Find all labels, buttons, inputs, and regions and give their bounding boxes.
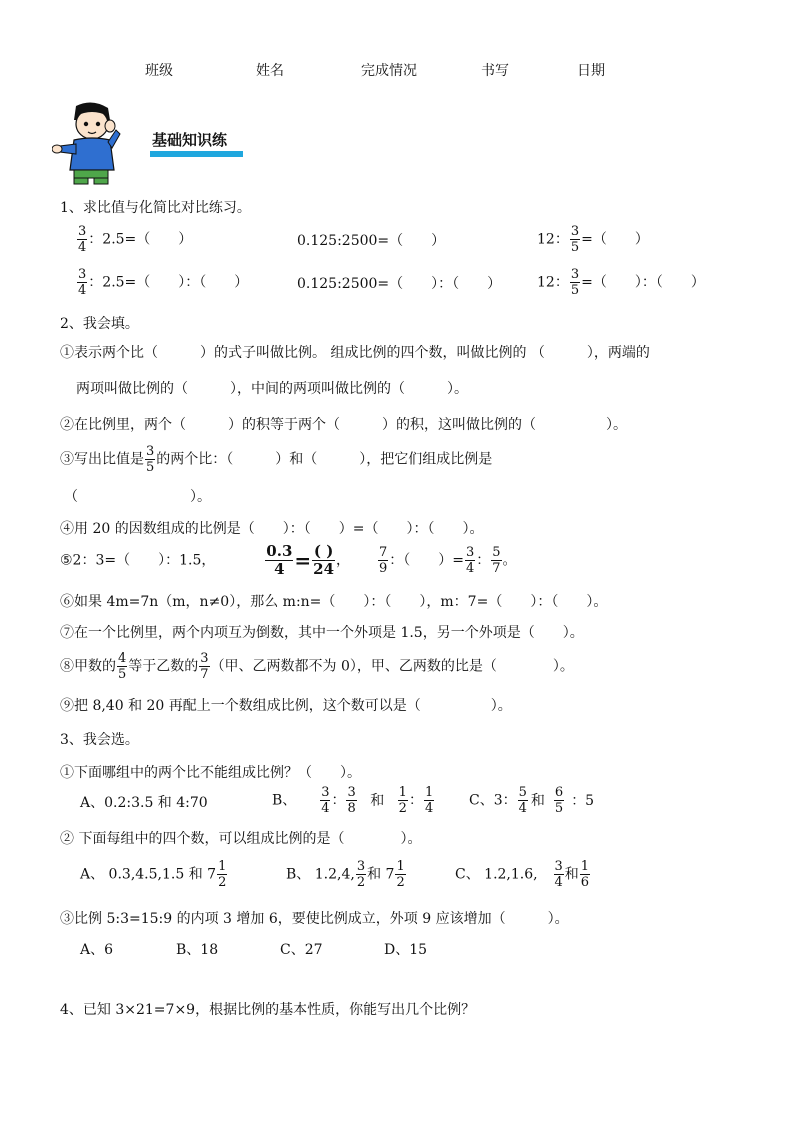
fraction: $\frac{3}{5}$ bbox=[570, 224, 580, 255]
q1-row1-col1: $\frac{3}{4}$ ：2.5=（ ） bbox=[78, 224, 193, 255]
q3-sub1-option-a: A、0.2:3.5 和 4:70 bbox=[80, 795, 208, 811]
q1-row2-col2: 0.125:2500=（ ）：（ ） bbox=[297, 276, 502, 292]
fraction: $\frac{1}{6}$ bbox=[580, 859, 590, 890]
q2-item1-line2: 两项叫做比例的（ ），中间的两项叫做比例的（ ）。 bbox=[76, 381, 468, 397]
q4-title: 4、已知 3×21=7×9，根据比例的基本性质，你能写出几个比例？ bbox=[60, 1002, 476, 1018]
fraction: $\frac{3}{4}$ bbox=[554, 859, 563, 890]
fraction: $\frac{3}{4}$ bbox=[321, 785, 330, 816]
section-title: 基础知识练 bbox=[152, 131, 228, 149]
q2-item2: ②在比例里，两个（ ）的积等于两个（ ）的积，这叫做比例的（ ）。 bbox=[60, 417, 627, 433]
q3-sub3-option-b: B、18 bbox=[176, 942, 219, 958]
q1-row2-col3: 12： $\frac{3}{5}$ =（ ）：（ ） bbox=[537, 267, 705, 298]
q3-sub3-option-c: C、27 bbox=[280, 942, 323, 958]
q2-item1-line1: ①表示两个比（ ）的式子叫做比例。 组成比例的四个数，叫做比例的 （ ），两端的 bbox=[60, 345, 650, 361]
q3-sub1-option-c: C、3： $\frac{5}{4}$ 和 $\frac{6}{5}$ ：5 bbox=[469, 785, 595, 816]
q2-item8: ⑧甲数的 $\frac{4}{5}$ 等于乙数的 $\frac{3}{7}$ （甲、乙两数都不为 0），甲、乙两数的比是（ ）。 bbox=[60, 651, 574, 682]
q3-sub1-option-b: B、 $\frac{3}{4}$ ： $\frac{3}{8}$ 和 $\frac{1}{2}$ ： $\frac{1}{4}$ bbox=[272, 785, 434, 816]
header-completion-label: 完成情况 bbox=[361, 63, 417, 79]
fraction: $\frac{( )}{24}$ bbox=[313, 542, 335, 578]
header-date-label: 日期 bbox=[577, 63, 605, 79]
cartoon-boy-illustration bbox=[52, 100, 132, 186]
q3-sub2-option-c: C、 1.2,1.6, $\frac{3}{4}$ 和 $\frac{1}{6}$ bbox=[455, 859, 590, 890]
fraction: $\frac{1}{2}$ bbox=[396, 859, 405, 890]
fraction: $\frac{3}{5}$ bbox=[570, 267, 580, 298]
q3-sub3-option-d: D、15 bbox=[384, 942, 428, 958]
fraction: $\frac{7}{9}$ bbox=[378, 545, 388, 576]
q1-row1-col2: 0.125:2500=（ ） bbox=[297, 233, 446, 249]
fraction: $\frac{1}{2}$ bbox=[398, 785, 407, 816]
q2-item4: ④用 20 的因数组成的比例是（ ）：（ ）=（ ）：（ ）。 bbox=[60, 521, 484, 537]
fraction: $\frac{0.3}{4}$ bbox=[266, 542, 293, 578]
q2-item9: ⑨把 8,40 和 20 再配上一个数组成比例，这个数可以是（ ）。 bbox=[60, 698, 512, 714]
q3-sub3-option-a: A、6 bbox=[80, 942, 114, 958]
q3-sub2-option-a: A、 0.3,4.5,1.5 和 7 $\frac{1}{2}$ bbox=[80, 859, 227, 890]
header-class-label: 班级 bbox=[145, 63, 173, 79]
fraction: $\frac{5}{7}$ bbox=[492, 545, 501, 576]
q2-item5: ⑤2：3=（ ）：1.5， $\frac{0.3}{4}$ = $\frac{( )}{24}$ ， $\frac{7}{9}$ ：（ ）= $\frac{3}{4}$ ： $\frac{5}{7}$ 。 bbox=[60, 542, 517, 578]
fraction: $\frac{1}{2}$ bbox=[218, 859, 227, 890]
fraction: $\frac{3}{5}$ bbox=[146, 444, 155, 475]
fraction: $\frac{3}{2}$ bbox=[356, 859, 366, 890]
header-writing-label: 书写 bbox=[481, 63, 509, 79]
fraction: $\frac{1}{4}$ bbox=[424, 785, 434, 816]
q3-sub2: ② 下面每组中的四个数，可以组成比例的是（ ）。 bbox=[60, 831, 422, 847]
fraction: $\frac{3}{4}$ bbox=[465, 545, 475, 576]
header-name-label: 姓名 bbox=[256, 63, 284, 79]
q1-title: 1、求比值与化简比对比练习。 bbox=[60, 200, 251, 216]
q3-sub2-option-b: B、 1.2,4, $\frac{3}{2}$ 和 7 $\frac{1}{2}$ bbox=[286, 859, 405, 890]
fraction: $\frac{3}{8}$ bbox=[347, 785, 356, 816]
q2-title: 2、我会填。 bbox=[60, 316, 139, 332]
q3-sub3: ③比例 5:3=15:9 的内项 3 增加 6，要使比例成立，外项 9 应该增加（ ）。 bbox=[60, 911, 569, 927]
q3-title: 3、我会选。 bbox=[60, 732, 139, 748]
q2-item3: ③写出比值是 $\frac{3}{5}$ 的两个比：（ ）和（ ），把它们组成比例是 bbox=[60, 444, 493, 475]
fraction: $\frac{4}{5}$ bbox=[118, 651, 127, 682]
fraction: $\frac{6}{5}$ bbox=[554, 785, 564, 816]
q2-item7: ⑦在一个比例里，两个内项互为倒数，其中一个外项是 1.5，另一个外项是（ ）。 bbox=[60, 625, 584, 641]
q2-item6: ⑥如果 4m=7n（m，n≠0），那么 m:n=（ ）：（ ），m：7=（ ）：（ ）。 bbox=[60, 594, 608, 610]
section-title-underline bbox=[150, 151, 243, 157]
fraction: $\frac{3}{7}$ bbox=[200, 651, 209, 682]
q1-row2-col1: $\frac{3}{4}$ ：2.5=（ ）：（ ） bbox=[78, 267, 249, 298]
fraction: $\frac{5}{4}$ bbox=[518, 785, 527, 816]
q2-item3-line2: （ ）。 bbox=[64, 489, 211, 505]
q1-row1-col3: 12： $\frac{3}{5}$ =（ ） bbox=[537, 224, 649, 255]
q3-sub1: ①下面哪组中的两个比不能组成比例？（ ）。 bbox=[60, 765, 361, 781]
fraction: $\frac{3}{4}$ bbox=[78, 267, 87, 298]
fraction: $\frac{3}{4}$ bbox=[78, 224, 87, 255]
